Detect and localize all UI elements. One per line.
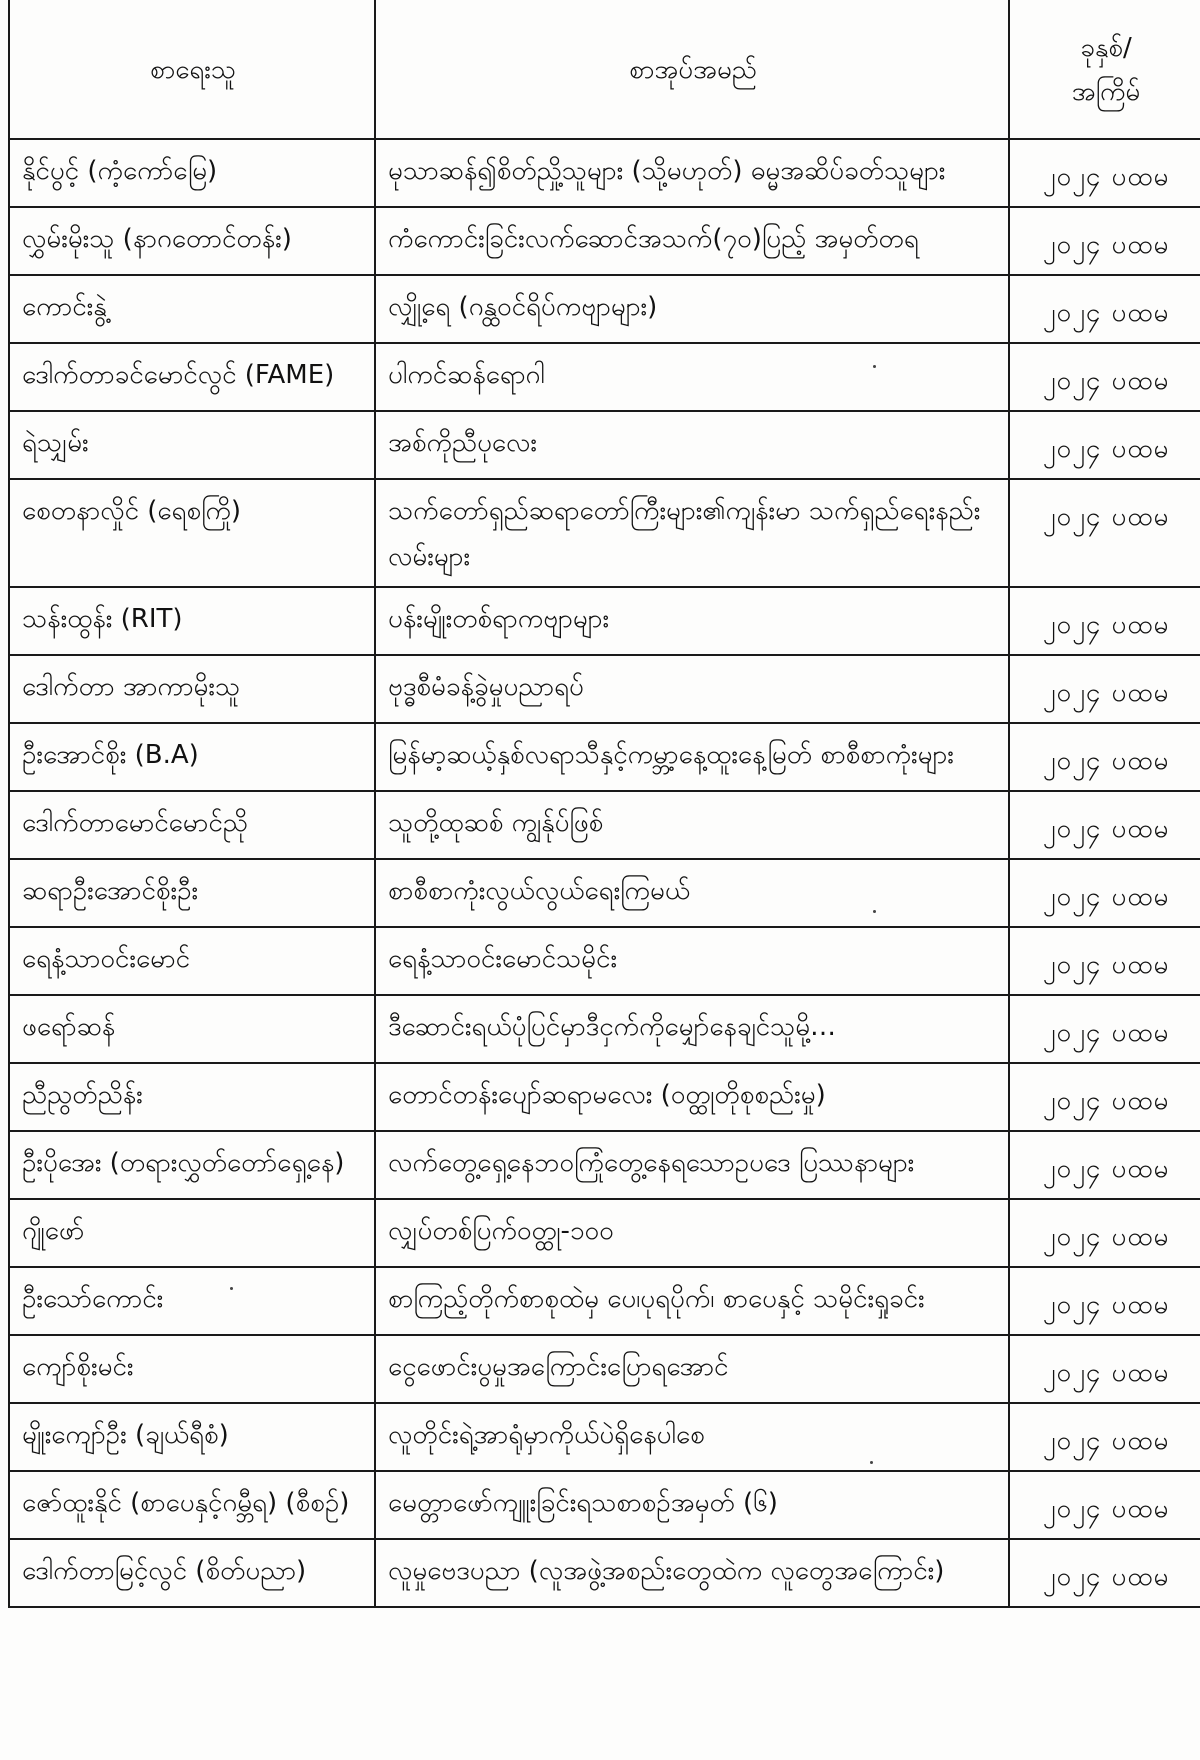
year-value: ၂၀၂၄: [1042, 1290, 1102, 1320]
table-body: [9, 139, 1200, 1607]
year-value: ၂၀၂၄: [1042, 1358, 1102, 1388]
title-cell: ဗုဒ္ဓစီမံခန့်ခွဲမှုပညာရပ်: [375, 655, 1009, 723]
author-cell: မျိုးကျော်ဦး (ချယ်ရီစံ): [9, 1403, 375, 1471]
year-edition-cell: [1009, 1471, 1200, 1539]
year-value: ၂၀၂၄: [1042, 814, 1102, 844]
author-cell: စေတနာလှိုင် (ရေစကြို): [9, 479, 375, 587]
author-cell: ဇော်ထူးနိုင် (စာပေနှင့်ဂမ္ဘီရ) (စီစဉ်): [9, 1471, 375, 1539]
author-cell: ရေနံ့သာဝင်းမောင်: [9, 927, 375, 995]
year-edition-cell: [1009, 1131, 1200, 1199]
edition-value: ပထမ: [1111, 1290, 1170, 1320]
author-cell: ဦးအောင်စိုး (B.A): [9, 723, 375, 791]
author-cell: ကျော်စိုးမင်း: [9, 1335, 375, 1403]
year-value: ၂၀၂၄: [1042, 434, 1102, 464]
year-value: ၂၀၂၄: [1042, 366, 1102, 396]
table-row: [9, 1471, 1200, 1539]
edition-value: ပထမ: [1111, 1154, 1170, 1184]
year-edition-cell: [1009, 343, 1200, 411]
year-edition-cell: [1009, 139, 1200, 207]
title-cell: ပန်းမျိုးတစ်ရာကဗျာများ: [375, 587, 1009, 655]
author-cell: နိုင်ပွင့် (ကံ့ကော်မြေ): [9, 139, 375, 207]
table-row: [9, 1403, 1200, 1471]
table-row: [9, 859, 1200, 927]
edition-value: ပထမ: [1111, 814, 1170, 844]
scan-speck: [873, 910, 876, 913]
year-edition-cell: [1009, 791, 1200, 859]
title-cell: တောင်တန်းပျော်ဆရာမလေး (ဝတ္ထုတိုစုစည်းမှု): [375, 1063, 1009, 1131]
year-value: ၂၀၂၄: [1042, 1154, 1102, 1184]
edition-value: ပထမ: [1111, 678, 1170, 708]
edition-value: ပထမ: [1111, 1562, 1170, 1592]
title-cell: ငွေဖောင်းပွမှုအကြောင်းပြောရအောင်: [375, 1335, 1009, 1403]
table-row: [9, 1063, 1200, 1131]
table-header-row: [9, 0, 1200, 139]
title-cell: သက်တော်ရှည်ဆရာတော်ကြီးများ၏ကျန်းမာ သက်ရှည်ရေးနည်းလမ်းများ: [375, 479, 1009, 587]
header-year-label: ခုနှစ်/: [1080, 33, 1132, 63]
year-value: ၂၀၂၄: [1042, 1426, 1102, 1456]
edition-value: ပထမ: [1111, 298, 1170, 328]
year-edition-cell: [1009, 995, 1200, 1063]
header-author: စာရေးသူ: [9, 0, 375, 139]
year-edition-cell: [1009, 723, 1200, 791]
table-row: [9, 1131, 1200, 1199]
year-edition-cell: [1009, 927, 1200, 995]
table-row: [9, 791, 1200, 859]
title-cell: မုသာဆန်၍စိတ်ညှို့သူများ (သို့မဟုတ်) ဓမ္မအဆိပ်ခတ်သူများ: [375, 139, 1009, 207]
year-edition-cell: [1009, 411, 1200, 479]
table-row: [9, 207, 1200, 275]
year-value: ၂၀၂၄: [1042, 1562, 1102, 1592]
title-cell: စာစီစာကုံးလွယ်လွယ်ရေးကြမယ်: [375, 859, 1009, 927]
year-value: ၂၀၂၄: [1042, 678, 1102, 708]
table-row: [9, 723, 1200, 791]
author-cell: ညီညွတ်ညိန်း: [9, 1063, 375, 1131]
year-value: ၂၀၂၄: [1042, 298, 1102, 328]
author-cell: သန်းထွန်း (RIT): [9, 587, 375, 655]
author-cell: ဒေါက်တာမြင့်လွင် (စိတ်ပညာ): [9, 1539, 375, 1607]
year-value: ၂၀၂၄: [1042, 1494, 1102, 1524]
year-edition-cell: [1009, 275, 1200, 343]
edition-value: ပထမ: [1111, 1086, 1170, 1116]
year-edition-cell: [1009, 1267, 1200, 1335]
author-cell: ဒေါက်တာ အာကာမိုးသူ: [9, 655, 375, 723]
table-row: [9, 587, 1200, 655]
author-cell: ဒေါက်တာခင်မောင်လွင် (FAME): [9, 343, 375, 411]
author-cell: ဦးသော်ကောင်း: [9, 1267, 375, 1335]
scan-speck: [873, 365, 876, 368]
table-row: [9, 411, 1200, 479]
author-cell: ဂျိုဖော်: [9, 1199, 375, 1267]
edition-value: ပထမ: [1111, 1222, 1170, 1252]
year-edition-cell: [1009, 655, 1200, 723]
table-row: [9, 479, 1200, 587]
edition-value: ပထမ: [1111, 230, 1170, 260]
header-year-edition: [1009, 0, 1200, 139]
year-value: ၂၀၂၄: [1042, 1086, 1102, 1116]
year-value: ၂၀၂၄: [1042, 950, 1102, 980]
title-cell: ရေနံ့သာဝင်းမောင်သမိုင်း: [375, 927, 1009, 995]
book-list-table: [8, 0, 1200, 1608]
title-cell: လူမှုဗေဒပညာ (လူအဖွဲ့အစည်းတွေထဲက လူတွေအကြောင်း): [375, 1539, 1009, 1607]
year-edition-cell: [1009, 859, 1200, 927]
edition-value: ပထမ: [1111, 950, 1170, 980]
year-edition-cell: [1009, 1335, 1200, 1403]
year-value: ၂၀၂၄: [1042, 1222, 1102, 1252]
year-value: ၂၀၂၄: [1042, 230, 1102, 260]
table-row: [9, 343, 1200, 411]
table-row: [9, 1267, 1200, 1335]
table-row: [9, 275, 1200, 343]
edition-value: ပထမ: [1111, 1358, 1170, 1388]
table-row: [9, 1539, 1200, 1607]
year-edition-cell: [1009, 207, 1200, 275]
title-cell: လျှပ်တစ်ပြက်ဝတ္ထု-၁၀၀: [375, 1199, 1009, 1267]
title-cell: စာကြည့်တိုက်စာစုထဲမှ ပေ၊ပုရပိုက်၊ စာပေနှင့် သမိုင်းရှုခင်း: [375, 1267, 1009, 1335]
table-row: [9, 1199, 1200, 1267]
author-cell: ဒေါက်တာမောင်မောင်ညို: [9, 791, 375, 859]
table-row: [9, 655, 1200, 723]
title-cell: အစ်ကိုညီပုလေး: [375, 411, 1009, 479]
title-cell: မေတ္တာဖော်ကျူးခြင်းရသစာစဉ်အမှတ် (၆): [375, 1471, 1009, 1539]
edition-value: ပထမ: [1111, 610, 1170, 640]
edition-value: ပထမ: [1111, 882, 1170, 912]
title-cell: ပါကင်ဆန်ရောဂါ: [375, 343, 1009, 411]
table-row: [9, 1335, 1200, 1403]
year-edition-cell: [1009, 1403, 1200, 1471]
year-value: ၂၀၂၄: [1042, 502, 1102, 532]
title-cell: လျှို့ရေ (ဂန္ထဝင်ရိပ်ကဗျာများ): [375, 275, 1009, 343]
title-cell: လက်တွေ့ရှေ့နေဘဝကြုံတွေ့နေရသောဥပဒေ ပြဿနာများ: [375, 1131, 1009, 1199]
edition-value: ပထမ: [1111, 1018, 1170, 1048]
header-edition-label: အကြိမ်: [1071, 77, 1141, 107]
author-cell: ကောင်းနွဲ့: [9, 275, 375, 343]
title-cell: မြန်မာ့ဆယ့်နှစ်လရာသီနှင့်ကမ္ဘာ့နေ့ထူးနေ့မြတ် စာစီစာကုံးများ: [375, 723, 1009, 791]
edition-value: ပထမ: [1111, 1494, 1170, 1524]
author-cell: လွှမ်းမိုးသူ (နာဂတောင်တန်း): [9, 207, 375, 275]
edition-value: ပထမ: [1111, 502, 1170, 532]
year-value: ၂၀၂၄: [1042, 162, 1102, 192]
scan-speck: [230, 1287, 233, 1290]
title-cell: လူတိုင်းရဲ့အာရုံမှာကိုယ်ပဲရှိနေပါစေ: [375, 1403, 1009, 1471]
year-edition-cell: [1009, 1063, 1200, 1131]
year-value: ၂၀၂၄: [1042, 610, 1102, 640]
table-row: [9, 995, 1200, 1063]
year-edition-cell: [1009, 587, 1200, 655]
edition-value: ပထမ: [1111, 162, 1170, 192]
edition-value: ပထမ: [1111, 366, 1170, 396]
title-cell: ဒီဆောင်းရယ်ပုံပြင်မှာဒီငှက်ကိုမျှော်နေချင်သူမို့…: [375, 995, 1009, 1063]
edition-value: ပထမ: [1111, 434, 1170, 464]
scan-speck: [870, 1461, 873, 1464]
author-cell: ဦးပိုအေး (တရားလွှတ်တော်ရှေ့နေ): [9, 1131, 375, 1199]
title-cell: သူတို့ထုဆစ် ကျွန်ုပ်ဖြစ်: [375, 791, 1009, 859]
edition-value: ပထမ: [1111, 746, 1170, 776]
edition-value: ပထမ: [1111, 1426, 1170, 1456]
header-title: စာအုပ်အမည်: [375, 0, 1009, 139]
author-cell: ဆရာဦးအောင်စိုးဦး: [9, 859, 375, 927]
table-row: [9, 927, 1200, 995]
year-edition-cell: [1009, 1539, 1200, 1607]
year-value: ၂၀၂၄: [1042, 882, 1102, 912]
table-row: [9, 139, 1200, 207]
author-cell: ဖရော်ဆန်: [9, 995, 375, 1063]
year-edition-cell: [1009, 479, 1200, 587]
year-edition-cell: [1009, 1199, 1200, 1267]
title-cell: ကံကောင်းခြင်းလက်ဆောင်အသက်(၇၀)ပြည့် အမှတ်တရ: [375, 207, 1009, 275]
year-value: ၂၀၂၄: [1042, 1018, 1102, 1048]
year-value: ၂၀၂၄: [1042, 746, 1102, 776]
author-cell: ရဲသျှမ်း: [9, 411, 375, 479]
